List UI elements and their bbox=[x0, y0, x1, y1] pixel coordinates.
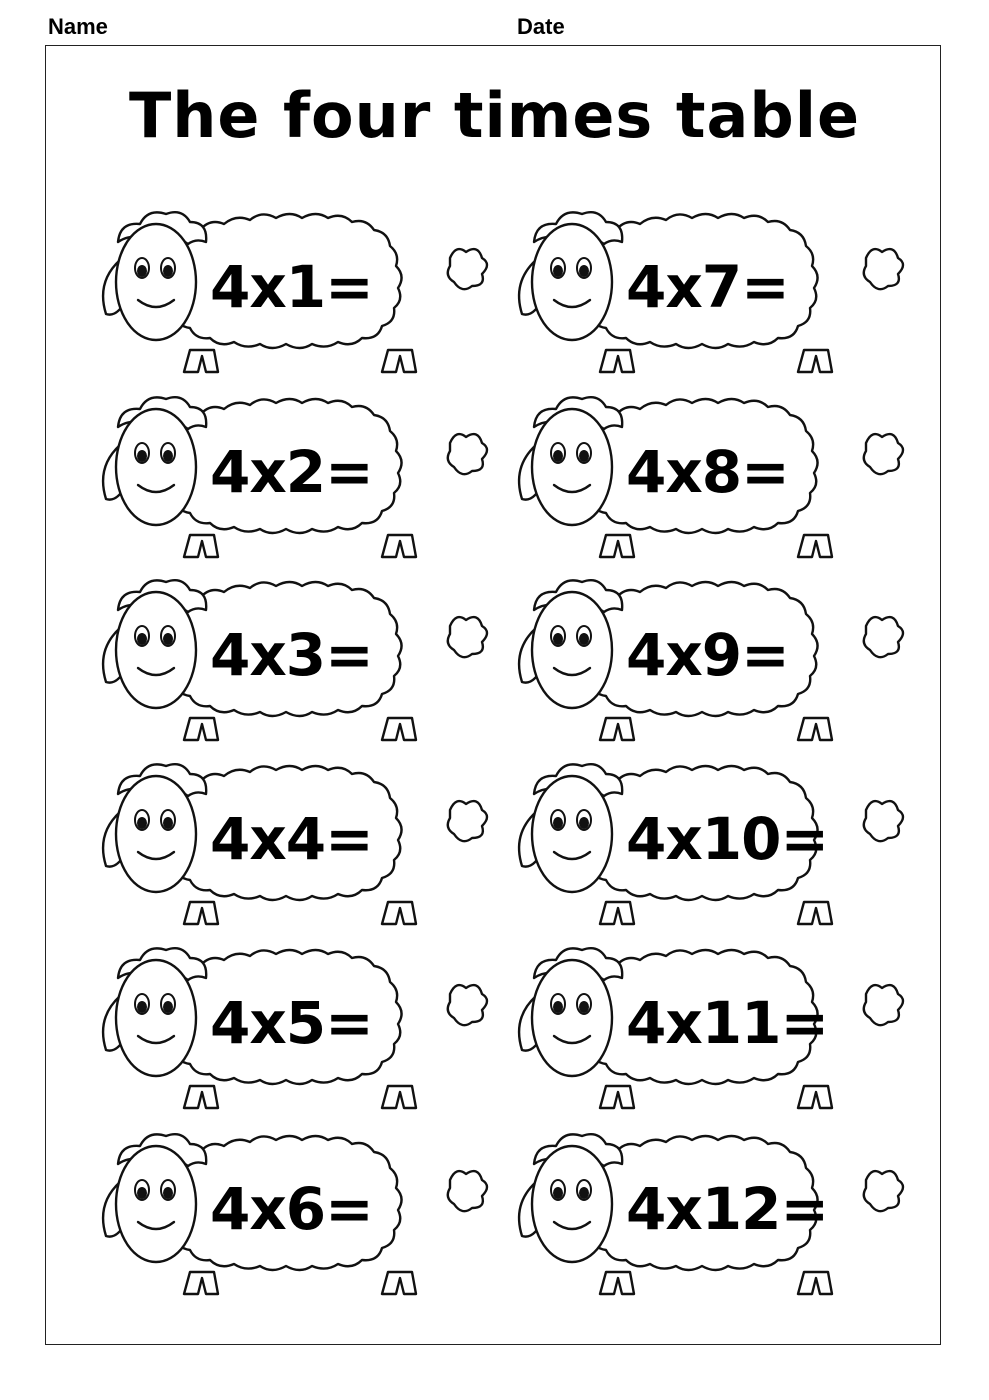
multiplication-problem: 4x9= bbox=[626, 621, 789, 689]
multiplication-problem: 4x10= bbox=[626, 805, 829, 873]
multiplication-problem: 4x4= bbox=[210, 805, 373, 873]
multiplication-problem: 4x11= bbox=[626, 989, 829, 1057]
multiplication-problem: 4x2= bbox=[210, 438, 373, 506]
sheep-problem-card bbox=[78, 752, 498, 932]
sheep-problem-card bbox=[494, 385, 914, 565]
date-label: Date bbox=[517, 14, 565, 39]
sheep-problem-card bbox=[78, 936, 498, 1116]
sheep-problem-card bbox=[494, 752, 914, 932]
sheep-problem-card bbox=[78, 1122, 498, 1302]
multiplication-problem: 4x3= bbox=[210, 621, 373, 689]
sheep-problem-card bbox=[494, 1122, 914, 1302]
sheep-problem-card bbox=[78, 385, 498, 565]
name-label: Name bbox=[48, 14, 108, 39]
page-title: The four times table bbox=[128, 79, 861, 152]
multiplication-problem: 4x8= bbox=[626, 438, 789, 506]
multiplication-problem: 4x1= bbox=[210, 253, 373, 321]
sheep-problem-card bbox=[494, 936, 914, 1116]
multiplication-problem: 4x6= bbox=[210, 1175, 373, 1243]
sheep-problem-card bbox=[78, 568, 498, 748]
multiplication-problem: 4x5= bbox=[210, 989, 373, 1057]
multiplication-problem: 4x12= bbox=[626, 1175, 829, 1243]
multiplication-problem: 4x7= bbox=[626, 253, 789, 321]
sheep-problem-card bbox=[78, 200, 498, 380]
sheep-problem-card bbox=[494, 200, 914, 380]
sheep-problem-card bbox=[494, 568, 914, 748]
